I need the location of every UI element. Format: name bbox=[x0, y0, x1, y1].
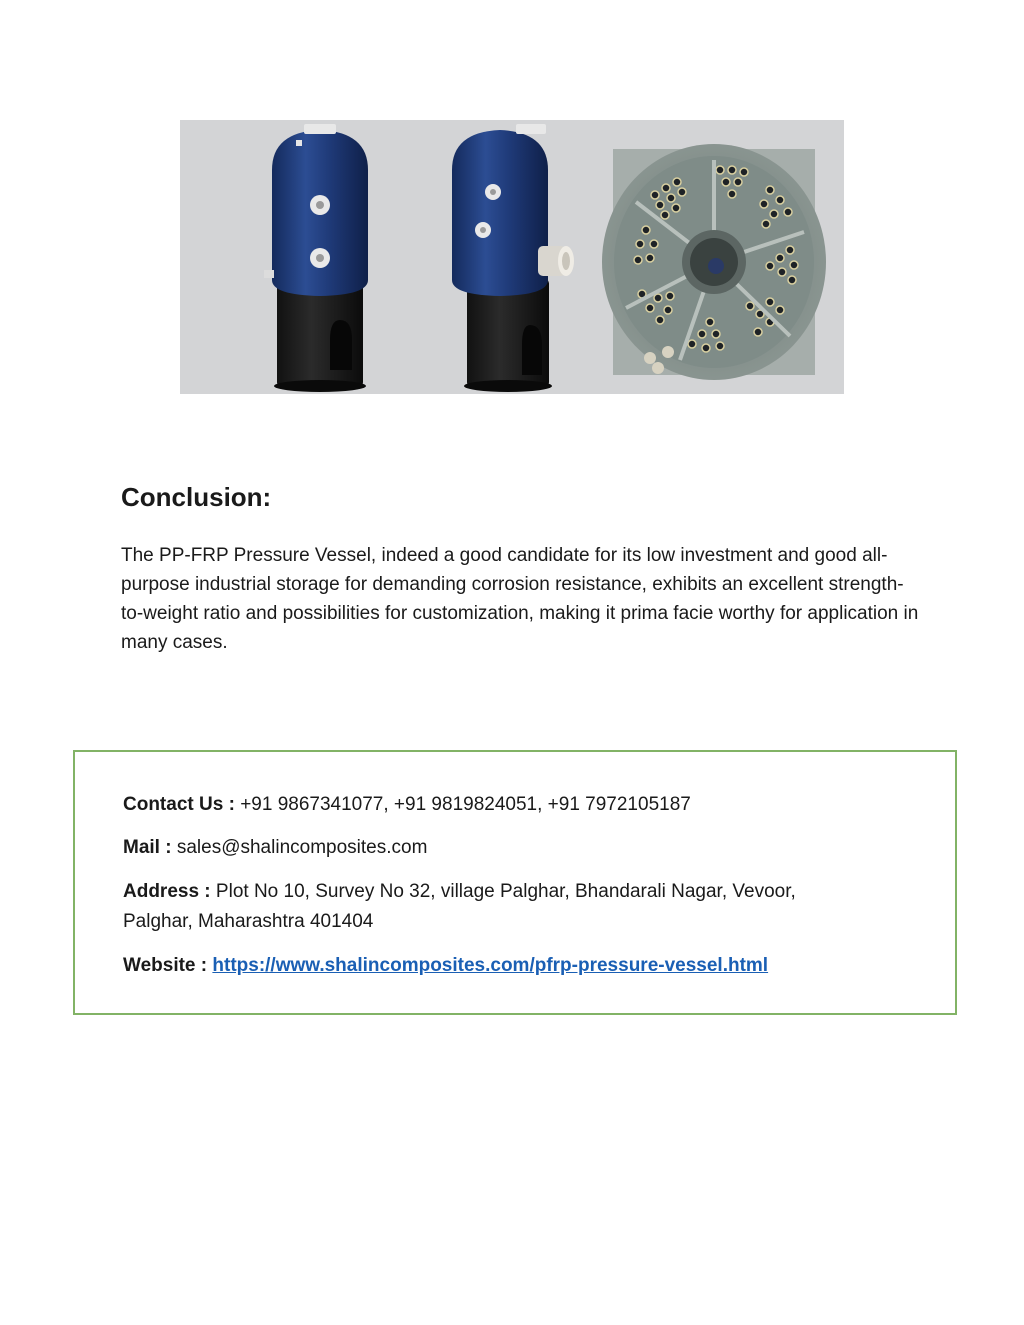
contact-address-label: Address : bbox=[123, 881, 211, 902]
conclusion-heading: Conclusion: bbox=[121, 482, 272, 512]
pressure-vessel-side-image bbox=[452, 124, 574, 392]
contact-phone-label: Contact Us : bbox=[123, 794, 235, 815]
conclusion-paragraph: The PP-FRP Pressure Vessel, indeed a good candidate for its low investment and good all-purpose industrial storage for demanding corrosion resistance, exhibits an excellent strength-to-weight ratio and possibilities for customization, making it prima facie worthy for application in many cases. bbox=[121, 545, 919, 653]
contact-website-label: Website : bbox=[123, 955, 208, 976]
vessel-interior-nozzle-plate-image bbox=[602, 144, 826, 380]
contact-mail-line bbox=[123, 833, 923, 863]
contact-address-line2: Palghar, Maharashtra 401404 bbox=[123, 911, 374, 932]
contact-phone-line bbox=[123, 790, 923, 820]
contact-address-line-2 bbox=[123, 907, 923, 937]
contact-box bbox=[73, 750, 957, 1015]
contact-address-line bbox=[123, 877, 923, 907]
contact-mail-label: Mail : bbox=[123, 837, 172, 858]
contact-phone-value: +91 9867341077, +91 9819824051, +91 7972105187 bbox=[240, 794, 691, 815]
pressure-vessel-front-image bbox=[264, 124, 368, 392]
product-photo-panel bbox=[180, 120, 844, 394]
contact-mail-value: sales@shalincomposites.com bbox=[176, 837, 428, 858]
website-link[interactable]: https://www.shalincomposites.com/pfrp-pressure-vessel.html bbox=[212, 955, 769, 976]
contact-website-line bbox=[123, 951, 923, 981]
contact-address-line1: Plot No 10, Survey No 32, village Palghar, Bhandarali Nagar, Vevoor, bbox=[215, 881, 796, 902]
